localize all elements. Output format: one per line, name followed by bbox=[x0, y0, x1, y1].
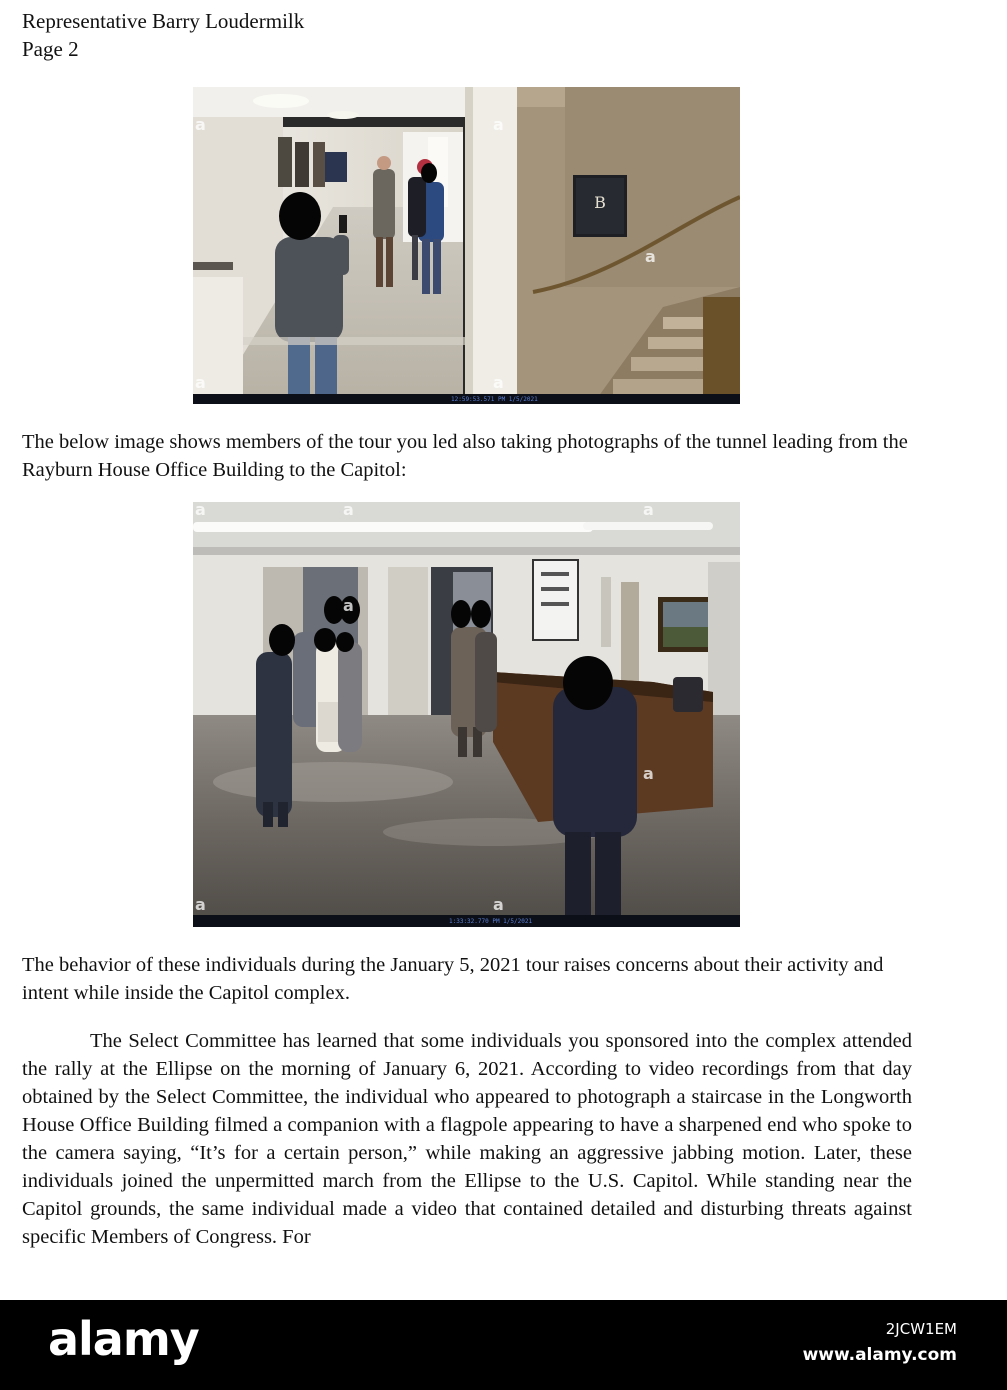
paragraph-select-committee-text: The Select Committee has learned that some individuals you sponsored into the complex attended the rally at the Ellipse on the morning of January 6, 2021. According to video recordings from that day obtained by the Select Committee, the individual who appeared to photograph a staircase in the Longworth House Office Building filmed a companion with a flagpole appearing to have a sharpened end who spoke to the camera saying, “It’s for a certain person,” while making an aggressive jabbing motion. Later, these individuals joined the unpermitted march from the Ellipse to the U.S. Capitol. While standing near the Capitol grounds, the same individual made a video that contained detailed and disturbing threats against specific Members of Congress. For bbox=[22, 1030, 912, 1248]
watermark-glyph: a bbox=[195, 502, 206, 519]
stock-footer-band bbox=[0, 1300, 1007, 1390]
watermark-glyph: a bbox=[195, 373, 206, 392]
watermark-glyph: a bbox=[493, 373, 504, 392]
watermark-glyph: a bbox=[343, 502, 354, 519]
page-number: Page 2 bbox=[22, 37, 79, 61]
watermark-glyph: a bbox=[195, 895, 206, 914]
alamy-logo: alamy bbox=[48, 1312, 199, 1366]
stock-url: www.alamy.com bbox=[802, 1345, 957, 1365]
video-timestamp: 1:33:32.770 PM 1/5/2021 bbox=[449, 918, 533, 925]
redaction-dot bbox=[471, 600, 491, 628]
watermark-glyph: a bbox=[645, 247, 656, 266]
redaction-dot bbox=[314, 628, 336, 652]
watermark-glyph: a bbox=[195, 115, 206, 134]
paragraph-select-committee bbox=[22, 1027, 912, 1251]
redaction-dot bbox=[279, 192, 321, 240]
watermark-glyph: a bbox=[343, 596, 354, 615]
watermark-glyph: a bbox=[493, 115, 504, 134]
redaction-dot bbox=[451, 600, 471, 628]
watermark-glyph: a bbox=[493, 895, 504, 914]
stair-sign-letter: B bbox=[594, 193, 606, 212]
redaction-dot bbox=[421, 163, 437, 183]
redaction-dot bbox=[269, 624, 295, 656]
hallway-scene bbox=[193, 87, 740, 404]
video-timestamp: 12:59:53.571 PM 1/5/2021 bbox=[451, 396, 538, 403]
paragraph-behavior: The behavior of these individuals during the January 5, 2021 tour raises concerns about their activity and intent while inside the Capitol complex. bbox=[22, 954, 884, 1004]
watermark-glyph: a bbox=[643, 764, 654, 783]
surveillance-photo-tunnel bbox=[193, 502, 740, 927]
redaction-dot bbox=[336, 632, 354, 652]
watermark-glyph: a bbox=[643, 502, 654, 519]
image-id: 2JCW1EM bbox=[885, 1320, 957, 1338]
redaction-dot bbox=[563, 656, 613, 710]
surveillance-photo-hallway bbox=[193, 87, 740, 404]
photo-caption: The below image shows members of the tour you led also taking photographs of the tunnel leading from the Rayburn House Office Building to the Capitol: bbox=[22, 431, 908, 481]
tunnel-scene bbox=[193, 502, 740, 927]
letter-recipient: Representative Barry Loudermilk bbox=[22, 9, 305, 33]
